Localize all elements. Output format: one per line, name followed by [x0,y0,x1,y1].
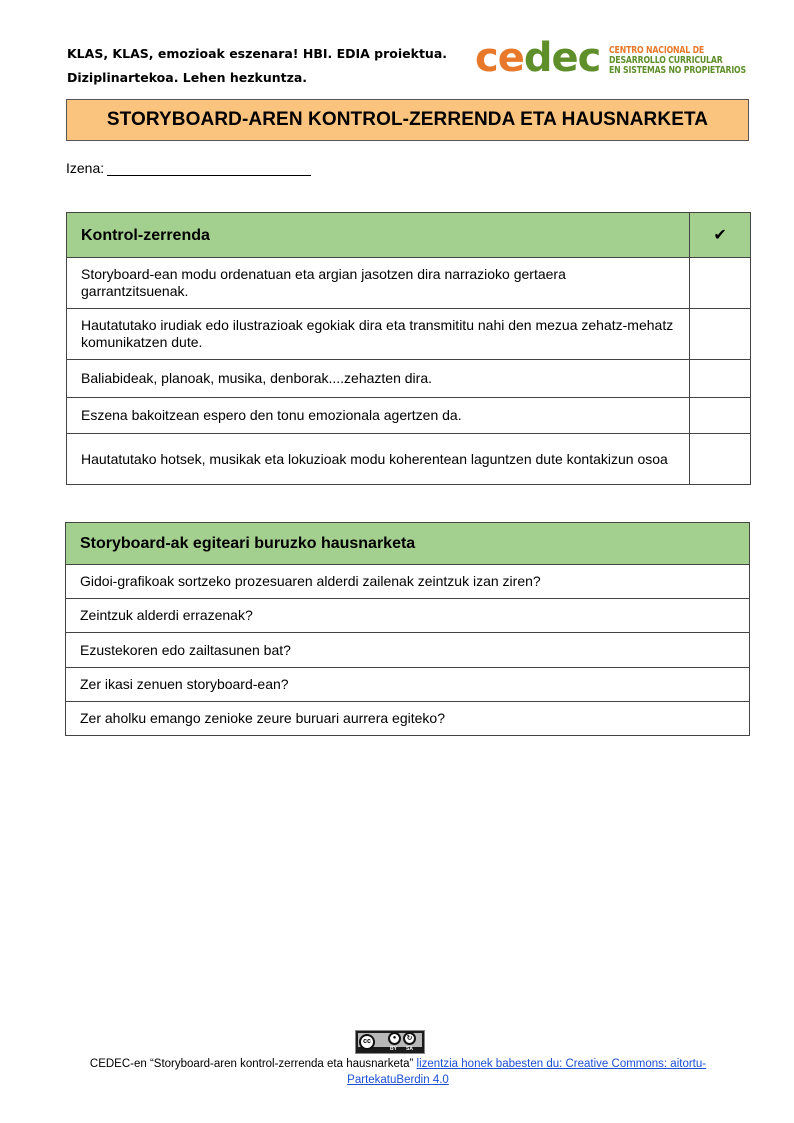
checklist-table [66,212,751,485]
reflection-row [66,668,750,702]
checklist-row [67,398,751,434]
checklist-row [67,309,751,360]
cedec-logo-subtitle: CENTRO NACIONAL DE DESARROLLO CURRICULAR EN SISTEMAS NO PROPIETARIOS [609,45,746,76]
name-input-line[interactable] [107,161,311,176]
checklist-checkbox-cell[interactable] [690,360,751,398]
license-prefix: CEDEC-en “Storyboard-aren kontrol-zerrenda eta hausnarketa” [89,1058,414,1070]
checklist-item-text: Hautatutako hotsek, musikak eta lokuzioak modu koherentean laguntzen dute kontakizun osoa [67,434,690,485]
page-title-box [66,99,749,141]
reflection-row [66,633,750,668]
cedec-logo-word: cedec [475,35,601,81]
checklist-checkbox-cell[interactable] [690,434,751,485]
name-field-label: Izena: [66,160,105,176]
checklist-row [67,360,751,398]
reflection-question[interactable]: Zeintzuk alderdi errazenak? [66,599,750,633]
cedec-logo [475,35,757,82]
checkmark-icon: ✔ [690,213,751,258]
checklist-item-text: Hautatutako irudiak edo ilustrazioak egokiak dira eta transmititu nahi den mezua zehatz-mehatz komunikatzen dute. [67,309,690,360]
reflection-question[interactable]: Zer ikasi zenuen storyboard-ean? [66,668,750,702]
reflection-question[interactable]: Ezustekoren edo zailtasunen bat? [66,633,750,668]
reflection-table [65,522,750,736]
license-footer [60,1056,736,1088]
checklist-row [67,434,751,485]
reflection-question[interactable]: Zer aholku emango zenioke zeure buruari aurrera egiteko? [66,702,750,736]
reflection-header-row [66,523,750,565]
reflection-question[interactable]: Gidoi-grafikoak sortzeko prozesuaren alderdi zailenak zeintzuk izan ziren? [66,565,750,599]
header-project-line: KLAS, KLAS, emozioak eszenara! HBI. EDIA proiektua. [67,46,448,61]
checklist-checkbox-cell[interactable] [690,398,751,434]
checklist-checkbox-cell[interactable] [690,258,751,309]
license-link[interactable]: lizentzia honek babesten du: Creative Commons: aitortu-PartekatuBerdin 4.0 [347,1058,707,1086]
checklist-checkbox-cell[interactable] [690,309,751,360]
checklist-header: Kontrol-zerrenda [67,213,690,258]
reflection-row [66,565,750,599]
checklist-item-text: Eszena bakoitzean espero den tonu emozionala agertzen da. [67,398,690,434]
header-subtitle-line: Diziplinartekoa. Lehen hezkuntza. [67,70,308,85]
checklist-item-text: Baliabideak, planoak, musika, denborak....zehazten dira. [67,360,690,398]
checklist-item-text: Storyboard-ean modu ordenatuan eta argian jasotzen dira narrazioko gertaera garrantzitsuenak. [67,258,690,309]
checklist-header-row [67,213,751,258]
reflection-header: Storyboard-ak egiteari buruzko hausnarketa [66,523,750,565]
reflection-row [66,702,750,736]
creative-commons-by-sa-icon[interactable]: cc ● ↻ BY SA [355,1030,425,1054]
reflection-row [66,599,750,633]
checklist-row [67,258,751,309]
page-title: STORYBOARD-AREN KONTROL-ZERRENDA ETA HAUSNARKETA [106,109,709,130]
name-field [66,160,311,176]
